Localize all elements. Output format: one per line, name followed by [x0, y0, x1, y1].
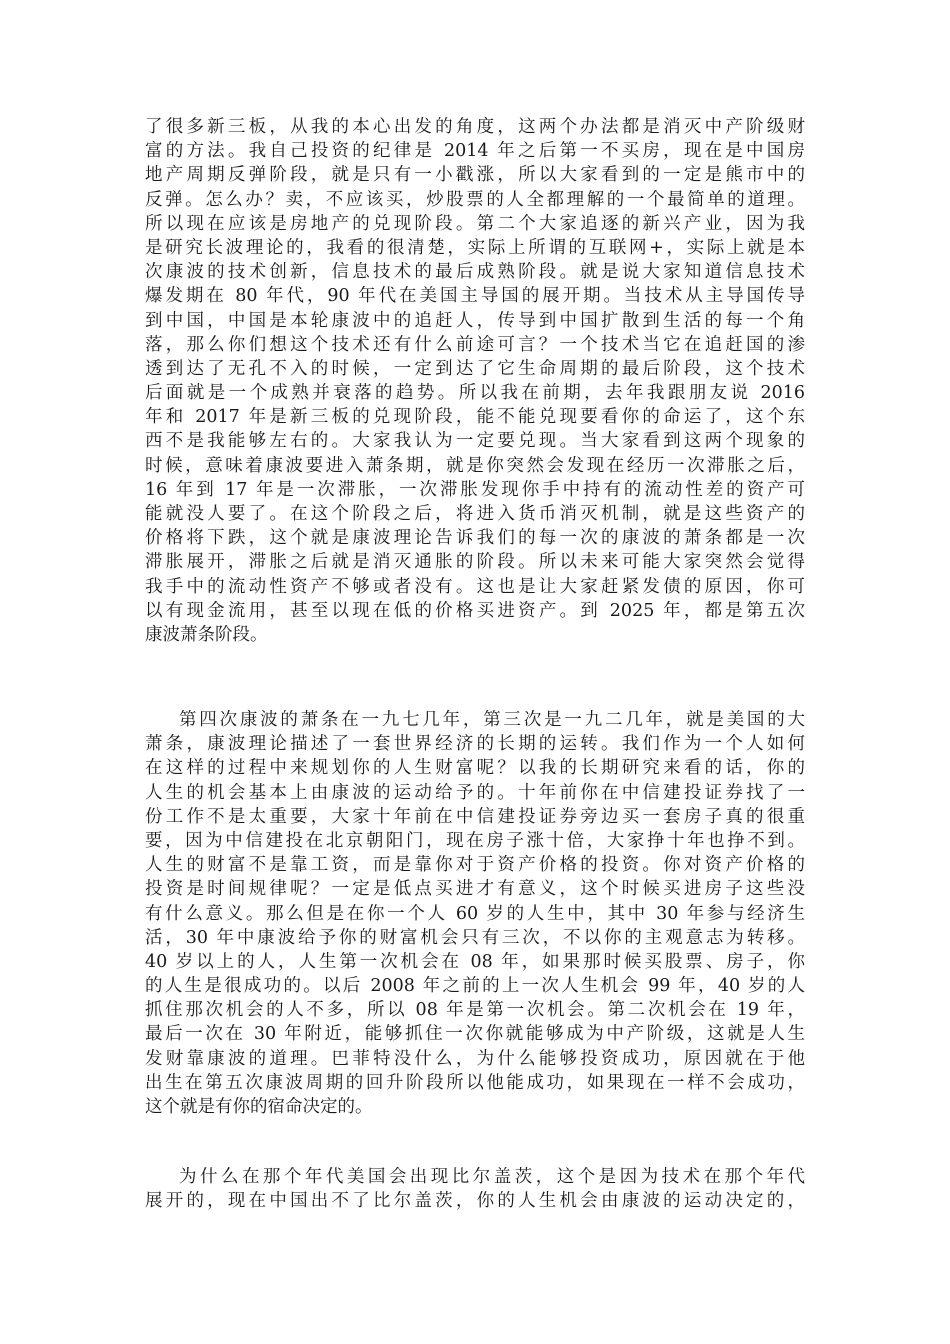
paragraph-line: 所以现在应该是房地产的兑现阶段。第二个大家追逐的新兴产业，因为我 [145, 213, 805, 234]
paragraph-line: 价格将下跌，这个就是康波理论告诉我们的每一次的康波的萧条都是一次 [145, 528, 805, 549]
paragraph-line: 滞胀展开，滞胀之后就是消灭通胀的阶段。所以未来可能大家突然会觉得 [145, 552, 805, 573]
paragraph-line: 出生在第五次康波周期的回升阶段所以他能成功，如果现在一样不会成功， [145, 1072, 805, 1093]
paragraph-line: 投资是时间规律呢？一定是低点买进才有意义，这个时候买进房子这些没 [145, 879, 805, 900]
paragraph-line: 发财靠康波的道理。巴菲特没什么，为什么能够投资成功，原因就在于他 [145, 1048, 805, 1069]
paragraph-line: 以有现金流用，甚至以现在低的价格买进资产。到 2025 年，都是第五次 [145, 600, 805, 621]
paragraph-line: 人生的财富不是靠工资，而是靠你对于资产价格的投资。你对资产价格的 [145, 855, 805, 876]
paragraph-2 [145, 708, 805, 1119]
paragraph-3 [145, 1165, 805, 1213]
paragraph-line: 落，那么你们想这个技术还有什么前途可言？一个技术当它在追赶国的渗 [145, 334, 805, 355]
paragraph-line: 第四次康波的萧条在一九七几年，第三次是一九二几年，就是美国的大 [179, 710, 805, 730]
paragraph-line: 透到达了无孔不入的时候，一定到达了它生命周期的最后阶段，这个技术 [145, 358, 805, 379]
paragraph-line: 后面就是一个成熟并衰落的趋势。所以我在前期，去年我跟朋友说 2016 [145, 383, 805, 404]
paragraph-line: 西不是我能够左右的。大家我认为一定要兑现。当大家看到这两个现象的 [145, 431, 805, 452]
paragraph-line: 爆发期在 80 年代，90 年代在美国主导国的展开期。当技术从主导国传导 [145, 286, 805, 307]
paragraph-line: 为什么在那个年代美国会出现比尔盖茨，这个是因为技术在那个年代 [179, 1167, 805, 1187]
paragraph-line: 富的方法。我自己投资的纪律是 2014 年之后第一不买房，现在是中国房 [145, 141, 805, 162]
paragraph-line: 份工作不是太重要，大家十年前在中信建投证券旁边买一套房子真的很重 [145, 806, 805, 827]
paragraph-line: 年和 2017 年是新三板的兑现阶段，能不能兑现要看你的命运了，这个东 [145, 407, 805, 428]
paragraph-line: 是研究长波理论的，我看的很清楚，实际上所谓的互联网+，实际上就是本 [145, 237, 805, 258]
paragraph-line: 次康波的技术创新，信息技术的最后成熟阶段。就是说大家知道信息技术 [145, 262, 805, 283]
paragraph-line: 了很多新三板，从我的本心出发的角度，这两个办法都是消灭中产阶级财 [145, 117, 805, 137]
paragraph-line: 反弹。怎么办？卖，不应该买，炒股票的人全都理解的一个最简单的道理。 [145, 189, 805, 210]
paragraph-line: 萧条，康波理论描述了一套世界经济的长期的运转。我们作为一个人如何 [145, 734, 805, 755]
paragraph-line: 40 岁以上的人，人生第一次机会在 08 年，如果那时候买股票、房子，你 [145, 951, 805, 972]
paragraph-line: 人生的机会基本上由康波的运动给予的。十年前你在中信建投证券找了一 [145, 782, 805, 803]
paragraph-line: 到中国，中国是本轮康波中的追赶人，传导到中国扩散到生活的每一个角 [145, 310, 805, 331]
paragraph-line: 的人生是很成功的。以后 2008 年之前的上一次人生机会 99 年，40 岁的人 [145, 976, 805, 997]
paragraph-line: 这个就是有你的宿命决定的。 [145, 1097, 373, 1117]
paragraph-line: 16 年到 17 年是一次滞胀，一次滞胀发现你手中持有的流动性差的资产可 [145, 479, 805, 500]
paragraph-line: 活，30 年中康波给予你的财富机会只有三次，不以你的主观意志为转移。 [145, 927, 805, 948]
paragraph-line: 康波萧条阶段。 [145, 624, 268, 645]
paragraph-line: 有什么意义。那么但是在你一个人 60 岁的人生中，其中 30 年参与经济生 [145, 903, 805, 924]
paragraph-line: 展开的，现在中国出不了比尔盖茨，你的人生机会由康波的运动决定的， [145, 1191, 805, 1212]
paragraph-1 [145, 115, 805, 647]
paragraph-line: 地产周期反弹阶段，就是只有一小戳涨，所以大家看到的一定是熊市中的 [145, 165, 805, 186]
paragraph-line: 能就没人要了。在这个阶段之后，将进入货币消灭机制，就是这些资产的 [145, 504, 805, 524]
paragraph-line: 要，因为中信建投在北京朝阳门，现在房子涨十倍，大家挣十年也挣不到。 [145, 830, 805, 851]
paragraph-line: 我手中的流动性资产不够或者没有。这也是让大家赶紧发债的原因，你可 [145, 576, 805, 597]
paragraph-line: 最后一次在 30 年附近，能够抓住一次你就能够成为中产阶级，这就是人生 [145, 1024, 805, 1045]
paragraph-line: 抓住那次机会的人不多，所以 08 年是第一次机会。第二次机会在 19 年， [145, 1000, 805, 1021]
paragraph-line: 在这样的过程中来规划你的人生财富呢？以我的长期研究来看的话，你的 [145, 758, 805, 779]
paragraph-line: 时候，意味着康波要进入萧条期，就是你突然会发现在经历一次滞胀之后， [145, 455, 805, 476]
